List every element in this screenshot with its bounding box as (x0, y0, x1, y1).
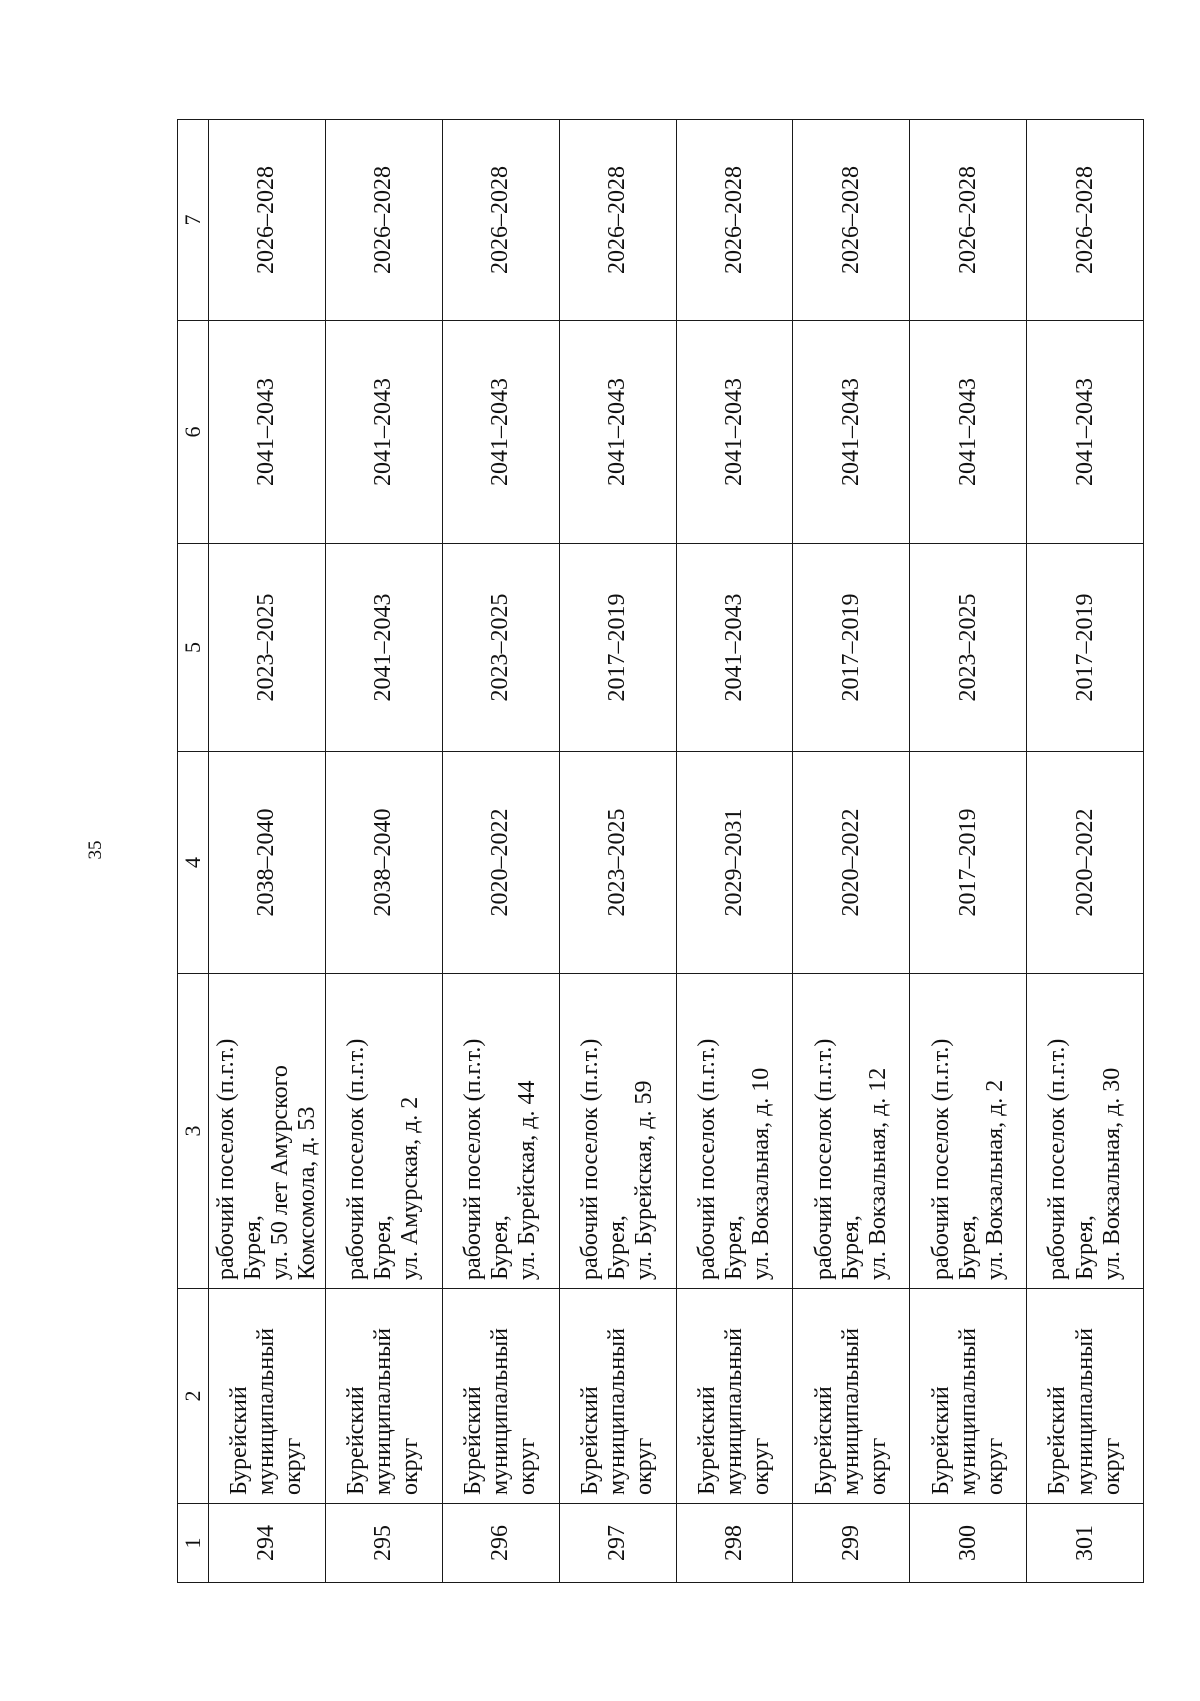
district-cell-line: муниципальный (487, 1327, 514, 1495)
district-cell-line: муниципальный (604, 1327, 630, 1495)
period-col6-cell: 2041–2043 (209, 321, 326, 544)
table-container (177, 120, 1144, 1583)
period-col6-cell: 2041–2043 (442, 321, 559, 544)
period-col5-cell: 2023–2025 (209, 544, 326, 752)
row-number-cell: 298 (676, 1504, 793, 1583)
period-col6-cell: 2041–2043 (559, 321, 676, 544)
address-cell-line: Бурея, (239, 1215, 266, 1280)
period-col4-cell: 2020–2022 (793, 752, 910, 974)
column-header: 3 (178, 974, 209, 1289)
address-cell-line: Бурея, (487, 1215, 514, 1280)
row-number-cell: 299 (793, 1504, 910, 1583)
district-cell (1027, 1289, 1144, 1504)
address-cell-line: рабочий поселок (п.г.т.) (460, 1038, 487, 1280)
address-cell-line: рабочий поселок (п.г.т.) (576, 1038, 603, 1280)
address-cell-line: ул. Бурейская, д. 59 (631, 1080, 658, 1280)
period-col5-cell: 2041–2043 (676, 544, 793, 752)
district-cell-line: округ (514, 1437, 541, 1495)
district-cell (209, 1289, 326, 1504)
address-cell-line: Бурея, (837, 1215, 864, 1280)
address-cell-line: ул. Вокзальная, д. 30 (1098, 1067, 1125, 1280)
period-col4-cell: 2020–2022 (1027, 752, 1144, 974)
district-cell-line: округ (397, 1437, 424, 1495)
district-cell (676, 1289, 793, 1504)
header-row (178, 120, 209, 1583)
district-cell-line: муниципальный (370, 1327, 397, 1495)
row-number-cell: 295 (325, 1504, 442, 1583)
row-number-cell: 301 (1027, 1504, 1144, 1583)
period-col7-cell: 2026–2028 (676, 120, 793, 321)
period-col5-cell: 2017–2019 (559, 544, 676, 752)
period-col4-cell: 2038–2040 (325, 752, 442, 974)
address-cell-line: Бурея, (1071, 1215, 1098, 1280)
district-cell-line: муниципальный (954, 1327, 981, 1495)
district-cell-line: Бурейский (810, 1386, 837, 1495)
housing-repair-schedule-table (177, 119, 1144, 1583)
column-header: 1 (178, 1504, 209, 1583)
table-row (559, 120, 676, 1583)
address-cell-line: ул. Амурская, д. 2 (397, 1096, 424, 1280)
period-col6-cell: 2041–2043 (676, 321, 793, 544)
district-cell-line: муниципальный (720, 1327, 747, 1495)
district-cell-line: Бурейский (576, 1386, 603, 1495)
district-cell-line: Бурейский (927, 1386, 954, 1495)
period-col6-cell: 2041–2043 (1027, 321, 1144, 544)
address-cell (442, 974, 559, 1289)
district-cell-line: Бурейский (693, 1386, 720, 1495)
period-col5-cell: 2017–2019 (1027, 544, 1144, 752)
column-header: 5 (178, 544, 209, 752)
column-header: 2 (178, 1289, 209, 1504)
table-row (442, 120, 559, 1583)
district-cell (325, 1289, 442, 1504)
address-cell-line: ул. Вокзальная, д. 10 (747, 1067, 774, 1280)
column-header: 6 (178, 321, 209, 544)
column-header: 4 (178, 752, 209, 974)
row-number-cell: 296 (442, 1504, 559, 1583)
district-cell (442, 1289, 559, 1504)
table-row (676, 120, 793, 1583)
address-cell (209, 974, 326, 1289)
period-col4-cell: 2029–2031 (676, 752, 793, 974)
address-cell-line: ул. Вокзальная, д. 2 (981, 1079, 1008, 1280)
district-cell (910, 1289, 1027, 1504)
period-col5-cell: 2023–2025 (910, 544, 1027, 752)
district-cell-line: муниципальный (837, 1327, 864, 1495)
address-cell-line: ул. Вокзальная, д. 12 (864, 1067, 891, 1280)
address-cell-line: ул. 50 лет Амурского (266, 1065, 293, 1280)
address-cell-line: ул. Бурейская, д. 44 (514, 1080, 541, 1280)
table-row (1027, 120, 1144, 1583)
district-cell-line: округ (864, 1437, 891, 1495)
district-cell-line: Бурейский (343, 1386, 370, 1495)
district-cell-line: Бурейский (1044, 1386, 1071, 1495)
period-col5-cell: 2023–2025 (442, 544, 559, 752)
district-cell-line: округ (747, 1437, 774, 1495)
district-cell-line: Бурейский (460, 1386, 487, 1495)
period-col7-cell: 2026–2028 (1027, 120, 1144, 321)
district-cell-line: муниципальный (253, 1327, 280, 1495)
address-cell (1027, 974, 1144, 1289)
period-col7-cell: 2026–2028 (910, 120, 1027, 321)
address-cell (325, 974, 442, 1289)
district-cell-line: округ (1098, 1437, 1125, 1495)
district-cell (793, 1289, 910, 1504)
table-row (793, 120, 910, 1583)
address-cell (676, 974, 793, 1289)
district-cell (559, 1289, 676, 1504)
period-col6-cell: 2041–2043 (910, 321, 1027, 544)
address-cell (793, 974, 910, 1289)
row-number-cell: 300 (910, 1504, 1027, 1583)
period-col6-cell: 2041–2043 (325, 321, 442, 544)
table-row (325, 120, 442, 1583)
address-cell (910, 974, 1027, 1289)
period-col4-cell: 2020–2022 (442, 752, 559, 974)
period-col4-cell: 2038–2040 (209, 752, 326, 974)
district-cell-line: округ (981, 1437, 1008, 1495)
period-col7-cell: 2026–2028 (793, 120, 910, 321)
district-cell-line: Бурейский (226, 1386, 253, 1495)
district-cell-line: округ (280, 1437, 307, 1495)
period-col7-cell: 2026–2028 (325, 120, 442, 321)
address-cell-line: Бурея, (720, 1215, 747, 1280)
period-col6-cell: 2041–2043 (793, 321, 910, 544)
period-col5-cell: 2041–2043 (325, 544, 442, 752)
column-header: 7 (178, 120, 209, 321)
row-number-cell: 297 (559, 1504, 676, 1583)
period-col4-cell: 2017–2019 (910, 752, 1027, 974)
period-col4-cell: 2023–2025 (559, 752, 676, 974)
table-row (209, 120, 326, 1583)
address-cell-line: Бурея, (370, 1215, 397, 1280)
address-cell-line: Бурея, (604, 1215, 630, 1280)
district-cell-line: округ (631, 1437, 658, 1495)
address-cell-line: рабочий поселок (п.г.т.) (927, 1038, 954, 1280)
address-cell (559, 974, 676, 1289)
address-cell-line: Комсомола, д. 53 (294, 1106, 321, 1280)
address-cell-line: рабочий поселок (п.г.т.) (212, 1038, 239, 1280)
period-col5-cell: 2017–2019 (793, 544, 910, 752)
period-col7-cell: 2026–2028 (209, 120, 326, 321)
address-cell-line: рабочий поселок (п.г.т.) (343, 1038, 370, 1280)
period-col7-cell: 2026–2028 (559, 120, 676, 321)
table-row (910, 120, 1027, 1583)
address-cell-line: рабочий поселок (п.г.т.) (810, 1038, 837, 1280)
row-number-cell: 294 (209, 1504, 326, 1583)
page-number: 35 (85, 840, 106, 860)
period-col7-cell: 2026–2028 (442, 120, 559, 321)
address-cell-line: рабочий поселок (п.г.т.) (1044, 1038, 1071, 1280)
address-cell-line: Бурея, (954, 1215, 981, 1280)
address-cell-line: рабочий поселок (п.г.т.) (693, 1038, 720, 1280)
district-cell-line: муниципальный (1071, 1327, 1098, 1495)
